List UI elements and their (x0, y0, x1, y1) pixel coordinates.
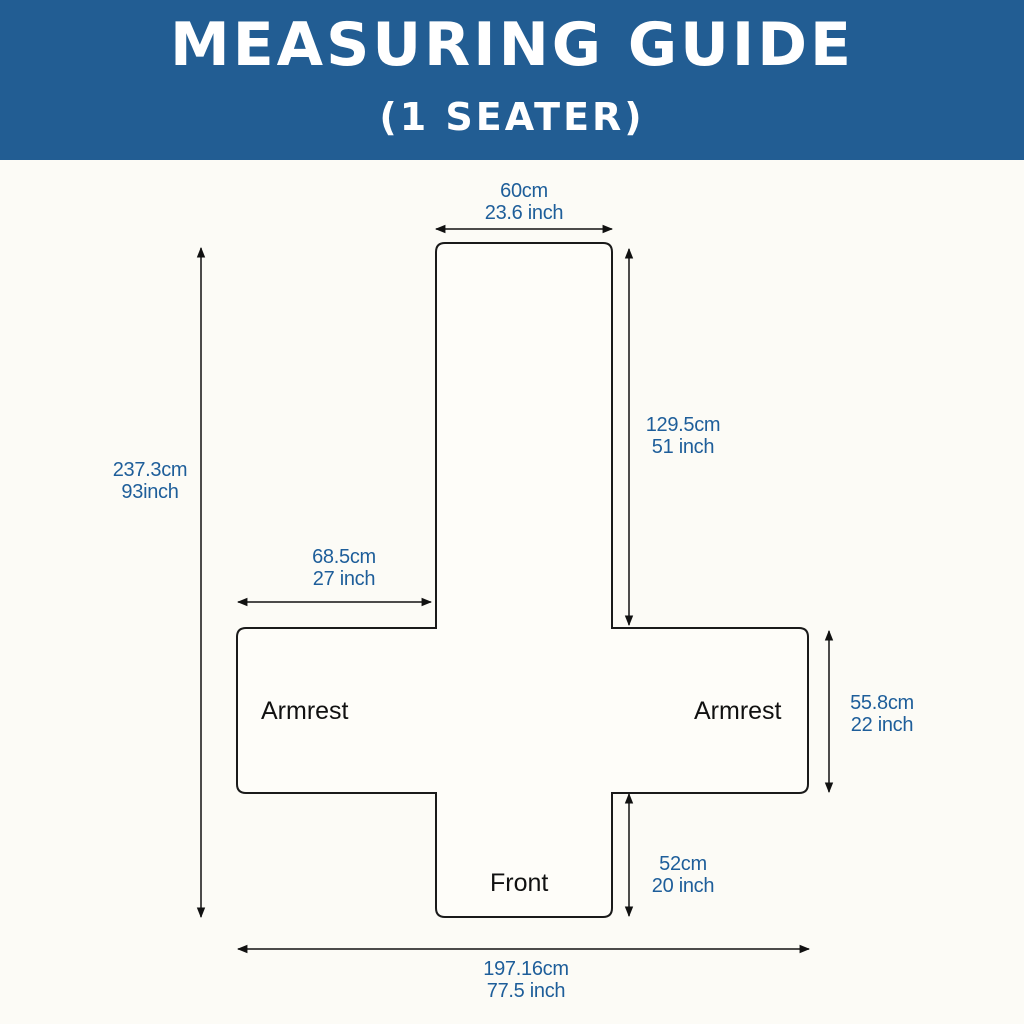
front-length-label (638, 853, 728, 897)
armrest-depth-label (832, 692, 932, 736)
front-length-cm: 52cm (659, 853, 707, 875)
page-title: MEASURING GUIDE (169, 10, 855, 80)
backrest-height-cm: 129.5cm (645, 414, 721, 436)
page-subtitle: (1 SEATER) (379, 95, 645, 139)
total-width-cm: 197.16cm (483, 958, 569, 980)
armrest-depth-inch: 22 inch (850, 714, 914, 736)
armrest-length-cm: 68.5cm (312, 546, 376, 568)
total-width-label (466, 958, 586, 1002)
armrest-left-label: Armrest (261, 697, 349, 725)
backrest-height-inch: 51 inch (651, 436, 715, 458)
backrest-width-label (464, 180, 584, 224)
armrest-right-label: Armrest (694, 697, 782, 725)
total-length-label (100, 459, 200, 503)
total-length-cm: 237.3cm (112, 459, 188, 481)
front-length-inch: 20 inch (651, 875, 715, 897)
backrest-width-cm: 60cm (500, 180, 548, 202)
backrest-width-inch: 23.6 inch (484, 202, 564, 224)
total-length-inch: 93inch (121, 481, 179, 503)
front-label: Front (490, 869, 549, 897)
armrest-depth-cm: 55.8cm (850, 692, 914, 714)
backrest-height-label (628, 414, 738, 458)
total-width-inch: 77.5 inch (486, 980, 566, 1002)
armrest-length-label (289, 546, 399, 590)
armrest-length-inch: 27 inch (312, 568, 376, 590)
